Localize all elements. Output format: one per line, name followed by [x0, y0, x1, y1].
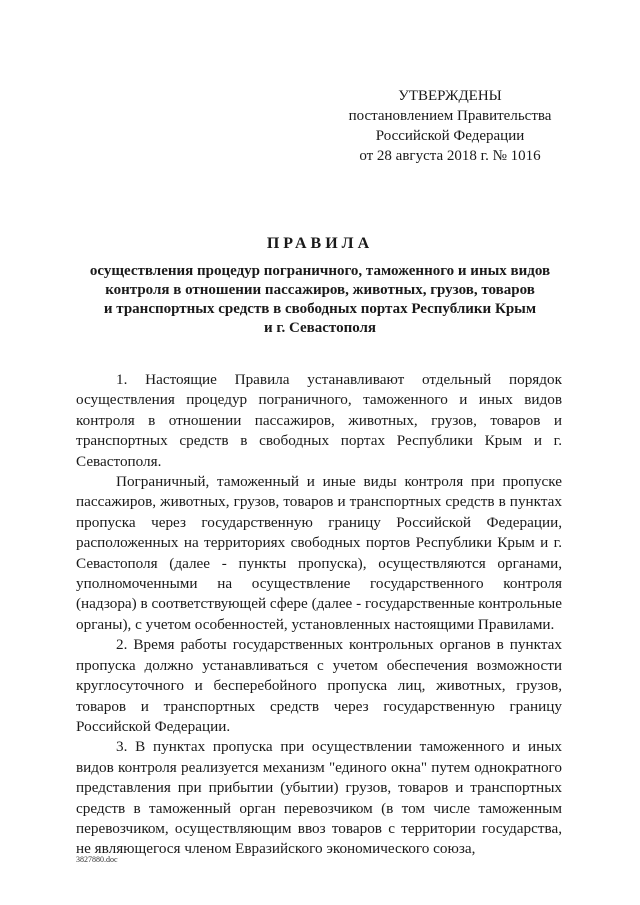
- paragraph-2: Пограничный, таможенный и иные виды контроля при пропуске пассажиров, животных, грузов, товаров и транспортных средств в пунктах пропуска через государственную границу Российской Федерации, расположенных на территориях свободных портов Республики Крым и г. Севастополя (далее - пункты пропуска), осуществляются органами, уполномоченными на осуществление государственного контроля (надзора) в соответствующей сфере (далее - государственные контрольные органы), с учетом особенностей, установленных настоящими Правилами.: [76, 473, 562, 633]
- paragraph-4: 3. В пунктах пропуска при осуществлении таможенного и иных видов контроля реализуется механизм "единого окна" путем однократного представления при прибытии (убытии) грузов, товаров и транспортных средств в таможенный орган перевозчиком (в том числе таможенным перевозчиком, осуществляющим ввоз товаров с территории государства, не являющегося членом Евразийского экономического союза,: [76, 738, 562, 858]
- approval-heading: УТВЕРЖДЕНЫ: [398, 88, 502, 104]
- paragraph-3: 2. Время работы государственных контрольных органов в пунктах пропуска должно устанавливаться с учетом обеспечения возможности круглосуточного и бесперебойного пропуска лиц, животных, грузов, товаров и транспортных средств через государственную границу Российской Федерации.: [76, 636, 562, 735]
- approval-date-number: от 28 августа 2018 г. № 1016: [359, 148, 541, 164]
- approval-stamp: [330, 86, 570, 166]
- document-subtitle: [70, 262, 570, 338]
- document-title: ПРАВИЛА: [266, 235, 374, 252]
- subtitle-line: контроля в отношении пассажиров, животных, грузов, товаров: [105, 282, 535, 298]
- paragraph-1: 1. Настоящие Правила устанавливают отдельный порядок осуществления процедур пограничного, таможенного и иных видов контроля в отношении пассажиров, животных, грузов, товаров и транспортных средств в свободных портах Республики Крым и г. Севастополя.: [76, 371, 562, 470]
- file-name-footer: 3827880.doc: [76, 855, 118, 864]
- approval-government-line: Российской Федерации: [375, 128, 525, 144]
- document-body: [76, 370, 562, 860]
- approval-decree-line: постановлением Правительства: [348, 108, 552, 124]
- subtitle-line: осуществления процедур пограничного, таможенного и иных видов: [89, 263, 551, 279]
- subtitle-line: и транспортных средств в свободных портах Республики Крым: [103, 301, 537, 317]
- subtitle-line: и г. Севастополя: [263, 320, 377, 336]
